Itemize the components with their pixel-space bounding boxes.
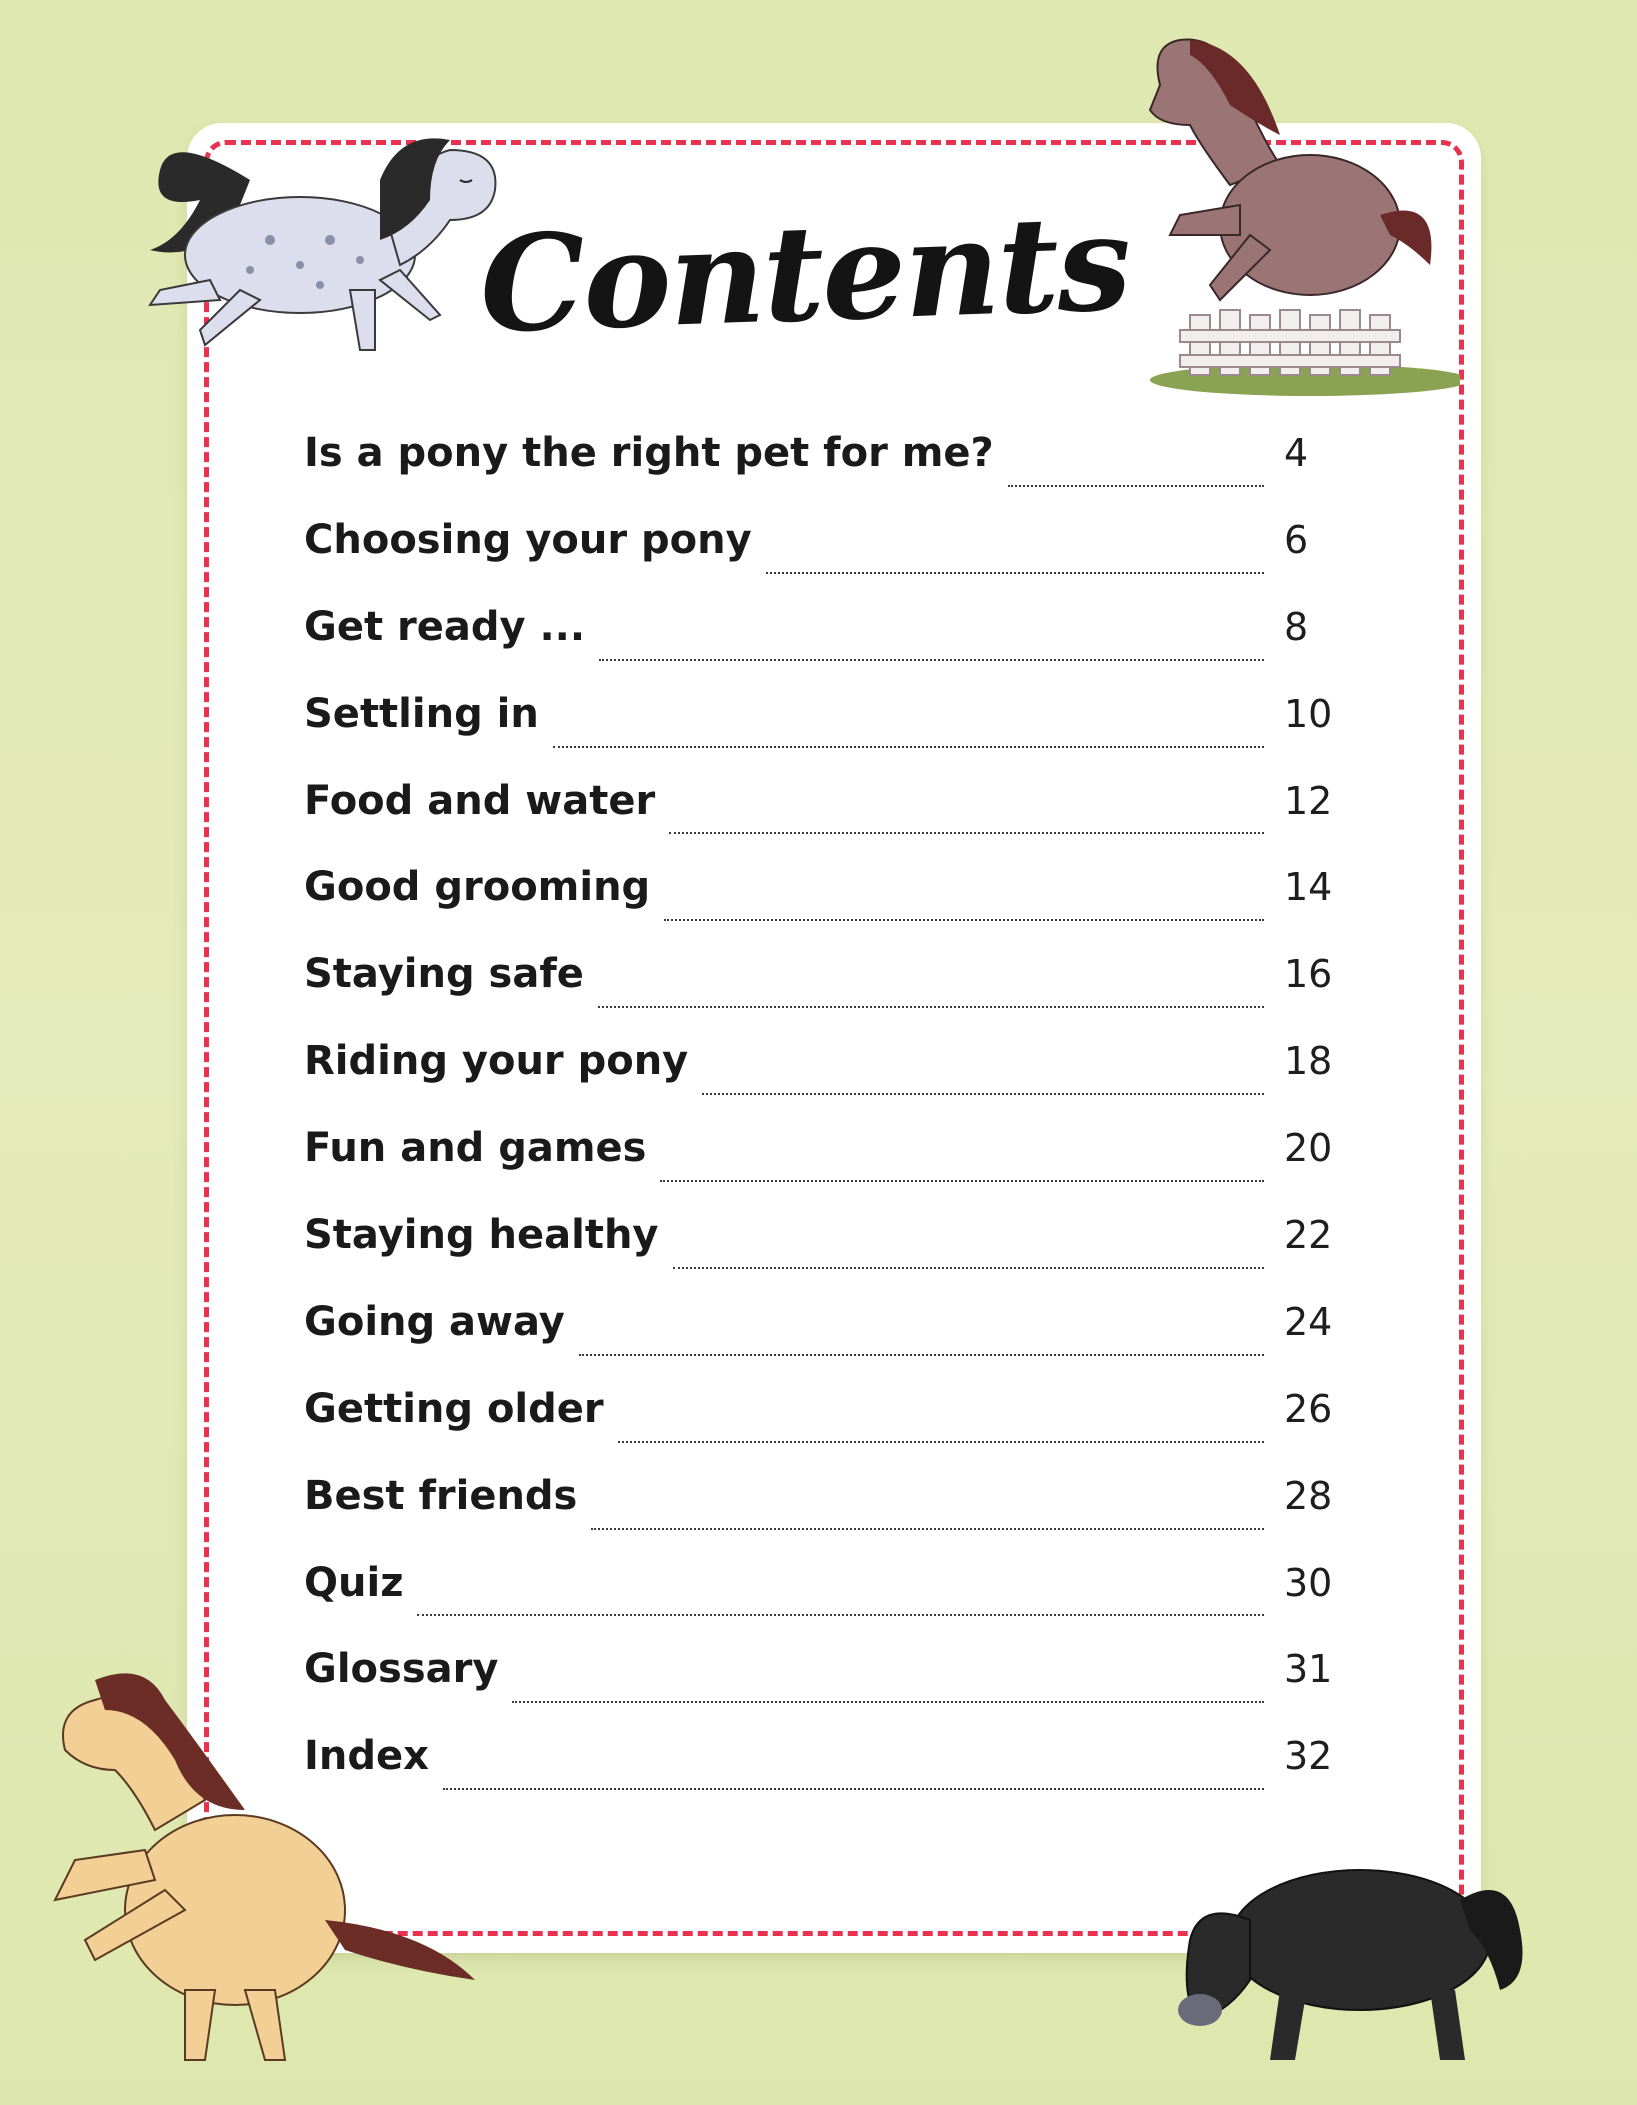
toc-entry-title: Fun and games — [304, 1125, 647, 1172]
dot-leader — [599, 659, 1264, 661]
toc-entry — [304, 1386, 1354, 1473]
toc-entry-page-number: 14 — [1284, 865, 1333, 910]
table-of-contents — [304, 430, 1354, 1820]
dot-leader — [618, 1441, 1264, 1443]
toc-entry-page-number: 22 — [1284, 1213, 1333, 1258]
toc-entry-title: Staying safe — [304, 951, 584, 998]
toc-entry-title: Good grooming — [304, 864, 651, 911]
toc-entry — [304, 864, 1354, 951]
toc-entry-page-number: 8 — [1284, 604, 1309, 649]
dot-leader — [579, 1354, 1264, 1356]
toc-entry-page-number: 18 — [1284, 1039, 1333, 1084]
toc-entry-page-number: 4 — [1284, 431, 1309, 475]
dot-leader — [417, 1614, 1264, 1616]
toc-entry — [304, 778, 1354, 865]
toc-entry-title: Best friends — [304, 1472, 578, 1519]
toc-entry-title: Is a pony the right pet for me? — [304, 430, 994, 476]
toc-entry-page-number: 12 — [1284, 778, 1333, 823]
brown-pony-jumping-fence-illustration — [1110, 25, 1460, 405]
toc-entry-title: Getting older — [304, 1385, 604, 1432]
toc-entry — [304, 1125, 1354, 1212]
grey-spotted-pony-illustration — [130, 90, 510, 380]
toc-entry — [304, 604, 1354, 691]
toc-entry-page-number: 26 — [1284, 1386, 1333, 1431]
toc-entry — [304, 1038, 1354, 1125]
dot-leader — [553, 746, 1264, 748]
toc-entry — [304, 1560, 1354, 1647]
page-title: Contents — [477, 185, 1132, 364]
toc-entry-page-number: 6 — [1284, 517, 1309, 562]
toc-entry-title: Riding your pony — [304, 1038, 689, 1085]
dot-leader — [660, 1180, 1264, 1182]
toc-entry-page-number: 10 — [1284, 691, 1333, 736]
toc-entry-page-number: 28 — [1284, 1473, 1333, 1518]
dot-leader — [664, 919, 1264, 921]
black-pony-grazing-illustration — [1160, 1810, 1540, 2070]
toc-entry-title: Index — [304, 1733, 429, 1780]
dot-leader — [512, 1701, 1264, 1703]
dot-leader — [443, 1788, 1264, 1790]
dot-leader — [591, 1528, 1264, 1530]
toc-entry-title: Choosing your pony — [304, 516, 752, 563]
toc-entry — [304, 517, 1354, 604]
toc-entry — [304, 1212, 1354, 1299]
toc-entry-title: Going away — [304, 1298, 565, 1345]
toc-entry — [304, 951, 1354, 1038]
dot-leader — [673, 1267, 1265, 1269]
toc-entry — [304, 430, 1354, 517]
dot-leader — [766, 572, 1264, 574]
toc-entry-title: Get ready ... — [304, 603, 586, 650]
toc-entry-title: Glossary — [304, 1646, 499, 1693]
toc-entry-page-number: 31 — [1284, 1647, 1333, 1692]
toc-entry-page-number: 24 — [1284, 1299, 1333, 1344]
toc-entry-page-number: 16 — [1284, 952, 1333, 997]
palomino-pony-rearing-illustration — [25, 1640, 485, 2080]
toc-entry-title: Food and water — [304, 777, 656, 824]
toc-entry-title: Staying healthy — [304, 1212, 659, 1259]
dot-leader — [669, 832, 1264, 834]
toc-entry — [304, 1299, 1354, 1386]
toc-entry-title: Settling in — [304, 690, 539, 737]
toc-entry-page-number: 32 — [1284, 1734, 1333, 1779]
dot-leader — [598, 1006, 1264, 1008]
dot-leader — [1008, 485, 1264, 487]
dot-leader — [702, 1093, 1264, 1095]
toc-entry — [304, 1473, 1354, 1560]
toc-entry-title: Quiz — [304, 1559, 404, 1606]
toc-entry — [304, 691, 1354, 778]
toc-entry-page-number: 30 — [1284, 1560, 1333, 1605]
toc-entry-page-number: 20 — [1284, 1126, 1333, 1171]
